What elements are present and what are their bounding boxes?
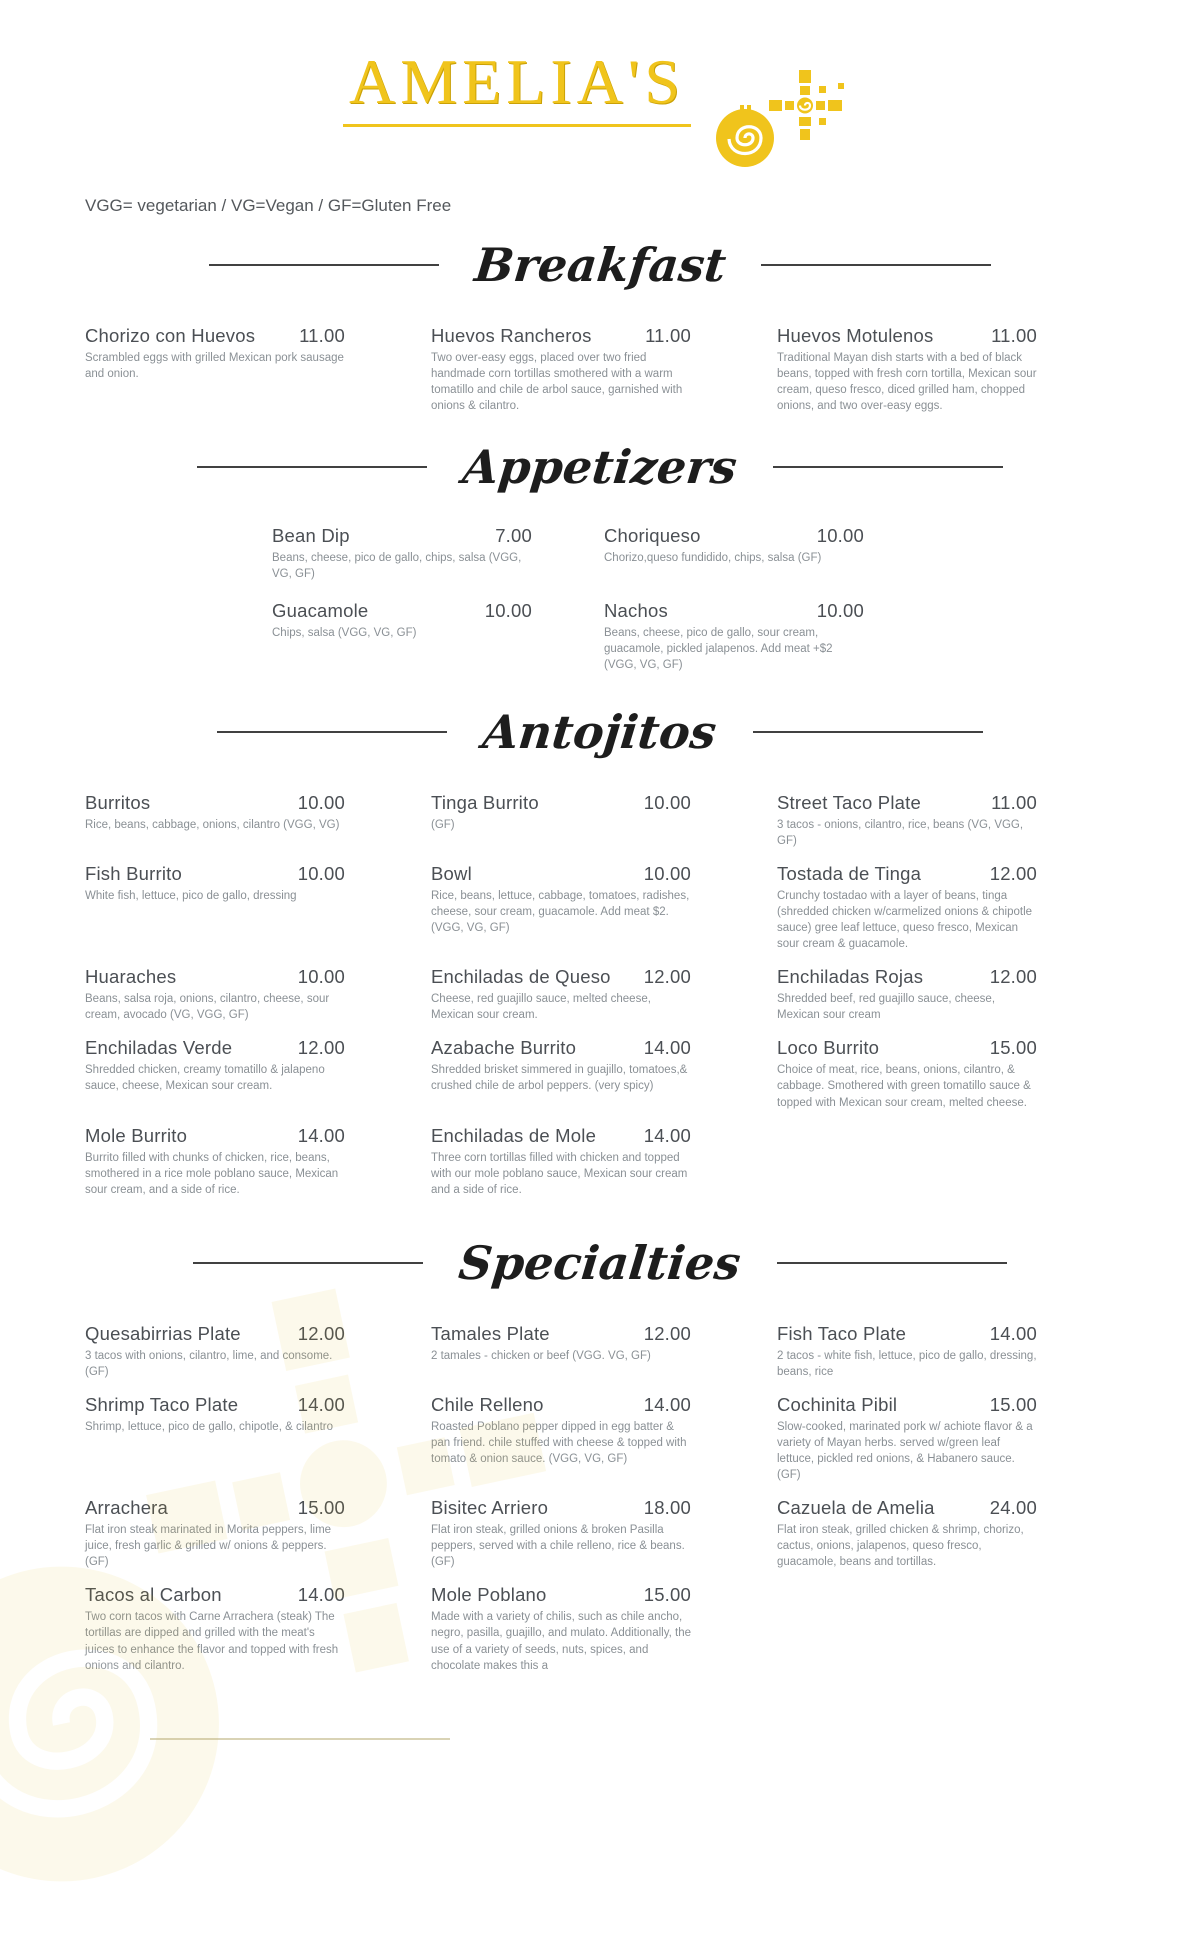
menu-item-price: 7.00 xyxy=(495,524,532,546)
menu-item-name: Nachos xyxy=(604,599,668,621)
menu-item-price: 14.00 xyxy=(643,1393,691,1415)
menu-item xyxy=(85,966,345,1023)
menu-item-name: Fish Burrito xyxy=(85,862,182,884)
menu-item xyxy=(431,966,691,1023)
menu-item-description: Flat iron steak, grilled onions & broken Pasilla peppers, served with a chile relleno, rice & beans. (GF) xyxy=(431,1524,685,1569)
menu-item-name: Shrimp Taco Plate xyxy=(85,1393,239,1415)
section-rule xyxy=(193,1262,423,1264)
menu-item-description: Flat iron steak, grilled chicken & shrimp, chorizo, cactus, onions, jalapenos, queso fresco, guacamole, beans and tortillas. xyxy=(777,1524,1024,1569)
menu-item-description: Made with a variety of chilis, such as chile ancho, negro, pasilla, guajillo, and mulato. Additionally, the use of a variety of seeds, nuts, spices, and chocolate makes this a xyxy=(431,1611,691,1672)
legend-text: VGG= vegetarian / VG=Vegan / GF=Gluten Free xyxy=(85,196,452,215)
menu-item-description: Beans, cheese, pico de gallo, chips, salsa (VGG, VG, GF) xyxy=(272,551,522,580)
menu-item-description: Three corn tortillas filled with chicken and topped with our mole poblano sauce, Mexican sour cream and a side of rice. xyxy=(431,1151,688,1196)
menu-item-name: Bowl xyxy=(431,862,472,884)
menu-item-description: Two over-easy eggs, placed over two fried handmade corn tortillas smothered with a warm tomatillo and chile de arbol sauce, garnished with onions & cilantro. xyxy=(431,351,683,412)
section-rule xyxy=(217,731,447,733)
menu-item-price: 14.00 xyxy=(297,1393,345,1415)
menu-item-price: 15.00 xyxy=(989,1037,1037,1059)
menu-item-description: 3 tacos - onions, cilantro, rice, beans (VG, VGG, GF) xyxy=(777,818,1024,847)
menu-grid xyxy=(272,525,864,673)
menu-item xyxy=(431,1394,691,1483)
menu-item-description: Shredded brisket simmered in guajillo, tomatoes,& crushed chile de arbol peppers. (very spicy) xyxy=(431,1064,688,1093)
menu-item-description: White fish, lettuce, pico de gallo, dressing xyxy=(85,889,297,902)
menu-item-price: 14.00 xyxy=(297,1124,345,1146)
menu-item-description: Scrambled eggs with grilled Mexican pork sausage and onion. xyxy=(85,351,344,380)
menu-item-description: Burrito filled with chunks of chicken, rice, beans, smothered in a rice mole poblano sauce, Mexican sour cream, and a side of rice. xyxy=(85,1151,339,1196)
menu-item-description: Chorizo,queso fundidido, chips, salsa (GF) xyxy=(604,551,822,564)
menu-item-name: Arrachera xyxy=(85,1497,169,1519)
menu-item-name: Cazuela de Amelia xyxy=(777,1497,935,1519)
menu-item xyxy=(85,1323,345,1380)
menu-item xyxy=(272,600,532,673)
menu-item xyxy=(85,1037,345,1110)
menu-item-price: 12.00 xyxy=(989,966,1037,988)
menu-item-description: Shredded beef, red guajillo sauce, cheese, Mexican sour cream xyxy=(777,993,996,1022)
section-specialties xyxy=(0,1235,1200,1674)
menu-item-price: 10.00 xyxy=(816,524,864,546)
menu-item-description: Flat iron steak marinated in Morita peppers, lime juice, fresh garlic & grilled w/ onions & peppers. (GF) xyxy=(85,1524,332,1569)
menu-item-price: 14.00 xyxy=(989,1322,1037,1344)
menu-item-name: Enchiladas Rojas xyxy=(777,966,924,988)
menu-item-description: (GF) xyxy=(431,818,455,831)
menu-item-name: Huevos Rancheros xyxy=(431,324,592,346)
menu-item-price: 15.00 xyxy=(989,1393,1037,1415)
section-rule xyxy=(209,264,439,266)
menu-item-price: 10.00 xyxy=(297,966,345,988)
menu-item-price: 12.00 xyxy=(297,1037,345,1059)
menu-item-name: Huevos Motulenos xyxy=(777,324,934,346)
menu-item xyxy=(85,1584,345,1673)
menu-item-name: Cochinita Pibil xyxy=(777,1393,898,1415)
menu-item xyxy=(604,525,864,582)
menu-item-name: Tacos al Carbon xyxy=(85,1584,222,1606)
menu-item xyxy=(777,325,1037,414)
menu-item-description: Two corn tacos with Carne Arrachera (steak) The tortillas are dipped and grilled with the meat's juices to enhance the flavor and topped with fresh onions and cilantro. xyxy=(85,1611,339,1672)
menu-item-name: Loco Burrito xyxy=(777,1037,880,1059)
menu-item-price: 10.00 xyxy=(297,791,345,813)
menu-item-name: Enchiladas de Queso xyxy=(431,966,611,988)
menu-item-description: Roasted Poblano pepper dipped in egg batter & pan friend. chile stuffed with cheese & topped with tomato & onion sauce. (VGG, VG, GF) xyxy=(431,1420,687,1465)
aztec-sun-icon xyxy=(707,68,847,170)
section-rule xyxy=(777,1262,1007,1264)
menu-item-name: Fish Taco Plate xyxy=(777,1322,907,1344)
menu-item-name: Enchiladas Verde xyxy=(85,1037,233,1059)
section-heading xyxy=(0,707,1200,758)
menu-item-price: 14.00 xyxy=(297,1584,345,1606)
menu-item-price: 12.00 xyxy=(643,1322,691,1344)
menu-item-name: Burritos xyxy=(85,791,151,813)
menu-item-price: 10.00 xyxy=(643,791,691,813)
menu-grid xyxy=(85,792,1037,1198)
menu-item-name: Tinga Burrito xyxy=(431,791,539,813)
menu-item-price: 10.00 xyxy=(297,862,345,884)
section-rule xyxy=(761,264,991,266)
menu-item-description: Rice, beans, cabbage, onions, cilantro (VGG, VG) xyxy=(85,818,340,831)
menu-item xyxy=(777,1323,1037,1380)
menu-item xyxy=(431,792,691,849)
menu-item-price: 15.00 xyxy=(297,1497,345,1519)
menu-item xyxy=(777,792,1037,849)
menu-item xyxy=(85,1394,345,1483)
menu-item-name: Chorizo con Huevos xyxy=(85,324,256,346)
menu-item-description: Rice, beans, lettuce, cabbage, tomatoes, radishes, cheese, sour cream, guacamole. Add meat $2. (VGG, VG, GF) xyxy=(431,889,690,934)
section-breakfast xyxy=(0,240,1200,414)
menu-item-description: Crunchy tostadao with a layer of beans, tinga (shredded chicken w/carmelized onions & chipotle sauce) gree leaf lettuce, queso fresco, Mexican sour cream & guacamole. xyxy=(777,889,1033,951)
menu-item-name: Mole Burrito xyxy=(85,1124,188,1146)
menu-item xyxy=(604,600,864,673)
menu-item xyxy=(272,525,532,582)
menu-item xyxy=(431,863,691,952)
menu-item-name: Choriqueso xyxy=(604,524,701,546)
watermark-rule xyxy=(150,1738,450,1740)
section-rule xyxy=(773,466,1003,468)
menu-item-name: Chile Relleno xyxy=(431,1393,544,1415)
menu-item xyxy=(85,1497,345,1570)
menu-item-price: 10.00 xyxy=(484,599,532,621)
menu-item-name: Tostada de Tinga xyxy=(777,862,922,884)
menu-item-price: 11.00 xyxy=(991,324,1037,346)
menu-item-name: Bean Dip xyxy=(272,524,350,546)
menu-item-price: 10.00 xyxy=(816,599,864,621)
menu-item-description: Slow-cooked, marinated pork w/ achiote flavor & a variety of Mayan herbs. served w/green leaf lettuce, pickled red onions, & Habanero sauce. (GF) xyxy=(777,1420,1033,1481)
menu-item-description: Beans, salsa roja, onions, cilantro, cheese, sour cream, avocado (VG, VGG, GF) xyxy=(85,993,330,1022)
menu-item xyxy=(85,863,345,952)
menu-item xyxy=(431,1037,691,1110)
menu-item xyxy=(431,1323,691,1380)
section-title: Specialties xyxy=(456,1235,744,1290)
menu-item xyxy=(777,863,1037,952)
section-title: Appetizers xyxy=(460,439,740,494)
menu-grid xyxy=(85,1323,1037,1674)
section-heading xyxy=(0,1235,1200,1290)
menu-item-description: 2 tamales - chicken or beef (VGG. VG, GF) xyxy=(431,1349,651,1362)
menu-item-price: 11.00 xyxy=(991,791,1037,813)
menu-item-name: Tamales Plate xyxy=(431,1322,550,1344)
menu-item-name: Huaraches xyxy=(85,966,177,988)
section-rule xyxy=(197,466,427,468)
logo xyxy=(0,46,1200,170)
section-appetizers xyxy=(0,439,1200,673)
menu-item-name: Enchiladas de Mole xyxy=(431,1124,597,1146)
menu-item-price: 10.00 xyxy=(643,862,691,884)
menu-item-name: Guacamole xyxy=(272,599,369,621)
section-title: Antojitos xyxy=(480,705,720,760)
section-antojitos xyxy=(0,707,1200,1198)
menu-item-price: 12.00 xyxy=(297,1322,345,1344)
menu-item xyxy=(431,1497,691,1570)
menu-item xyxy=(777,1037,1037,1110)
menu-item-description: Chips, salsa (VGG, VG, GF) xyxy=(272,626,417,639)
menu-item-name: Quesabirrias Plate xyxy=(85,1322,241,1344)
menu-item-price: 14.00 xyxy=(643,1124,691,1146)
menu-item-price: 11.00 xyxy=(645,324,691,346)
menu-item xyxy=(431,1584,691,1673)
menu-item-description: 3 tacos with onions, cilantro, lime, and consome. (GF) xyxy=(85,1349,333,1378)
menu-item xyxy=(777,966,1037,1023)
menu-item xyxy=(85,792,345,849)
section-heading xyxy=(0,439,1200,494)
menu-item-name: Street Taco Plate xyxy=(777,791,921,813)
menu-item-description: Shrimp, lettuce, pico de gallo, chipotle, & cilantro xyxy=(85,1420,334,1433)
menu-item-price: 12.00 xyxy=(989,862,1037,884)
menu-item xyxy=(431,325,691,414)
menu-item-price: 12.00 xyxy=(643,966,691,988)
menu-item-description: Shredded chicken, creamy tomatillo & jalapeno sauce, cheese, Mexican sour cream. xyxy=(85,1064,325,1093)
section-heading xyxy=(0,240,1200,291)
menu-item xyxy=(777,1394,1037,1483)
menu-item-price: 15.00 xyxy=(643,1584,691,1606)
menu-item-price: 11.00 xyxy=(299,324,345,346)
menu-item-price: 24.00 xyxy=(989,1497,1037,1519)
menu-item-description: Choice of meat, rice, beans, onions, cilantro, & cabbage. Smothered with green tomatillo sauce & topped with Mexican sour cream, melted cheese. xyxy=(777,1064,1031,1109)
menu-item-name: Azabache Burrito xyxy=(431,1037,577,1059)
menu-item xyxy=(85,1125,345,1198)
menu-item-name: Bisitec Arriero xyxy=(431,1497,549,1519)
menu-item-price: 14.00 xyxy=(643,1037,691,1059)
section-title: Breakfast xyxy=(471,238,729,292)
menu-item-description: Traditional Mayan dish starts with a bed of black beans, topped with fresh corn tortilla, Mexican sour cream, queso fresco, diced grilled ham, chopped onions, and two over-easy eggs. xyxy=(777,351,1037,412)
menu-item-description: 2 tacos - white fish, lettuce, pico de gallo, dressing, beans, rice xyxy=(777,1349,1037,1378)
logo-text: AMELIA'S xyxy=(343,50,691,127)
menu-item xyxy=(777,1497,1037,1570)
menu-page xyxy=(0,46,1200,1747)
menu-item-price: 18.00 xyxy=(643,1497,691,1519)
menu-item-description: Cheese, red guajillo sauce, melted cheese, Mexican sour cream. xyxy=(431,993,651,1022)
menu-item-description: Beans, cheese, pico de gallo, sour cream, guacamole, pickled jalapenos. Add meat +$2 (VGG, VG, GF) xyxy=(604,626,833,671)
menu-item xyxy=(431,1125,691,1198)
menu-grid xyxy=(85,325,1037,414)
menu-item xyxy=(85,325,345,414)
menu-item-name: Mole Poblano xyxy=(431,1584,547,1606)
section-rule xyxy=(753,731,983,733)
